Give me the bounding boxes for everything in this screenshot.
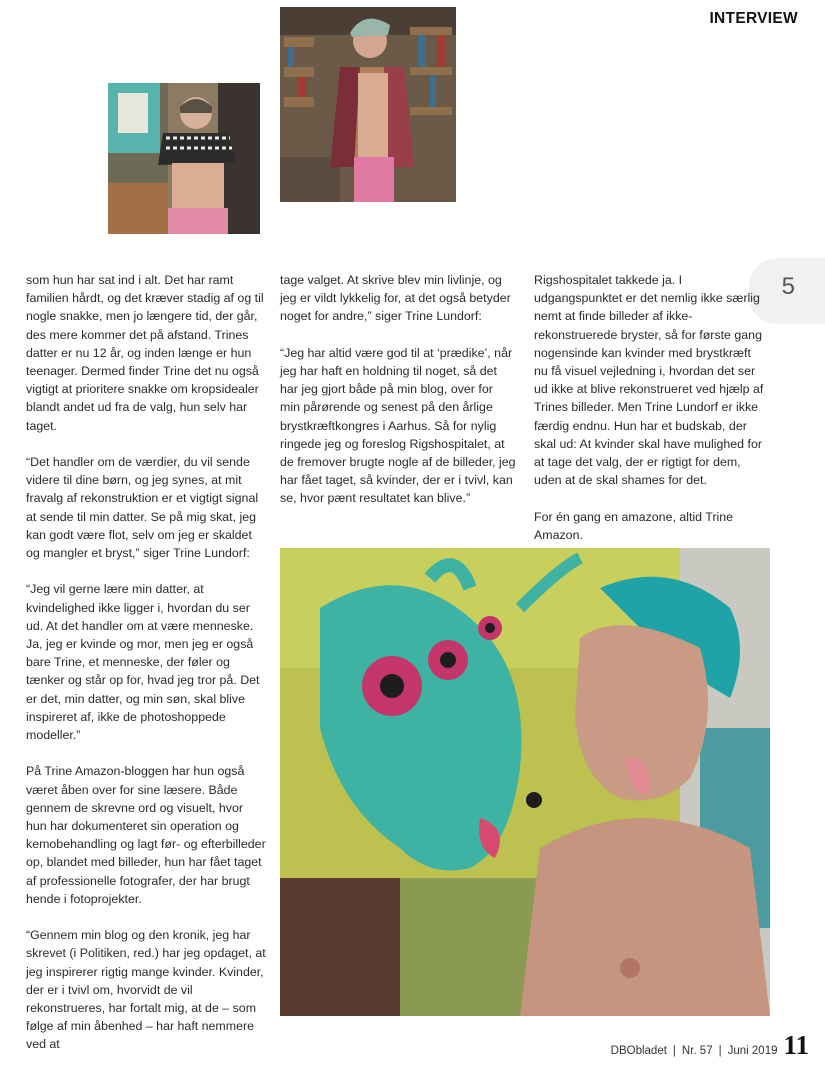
paragraph: “Gennem min blog og den kronik, jeg har skrevet (i Politiken, red.) har jeg opdaget, at jeg inspirerer rigtig mange kvinder. Kvinder, der er i tvivl om, hvorvidt de vil rekonstrueres, har fortalt mig, at de – som følge af min åbenhed – har haft nemmere ved at [26, 928, 266, 1052]
section-label: INTERVIEW [709, 10, 798, 27]
photo-woman-with-painting [280, 548, 770, 1016]
paragraph: som hun har sat ind i alt. Det har ramt familien hårdt, og det kræver stadig af og til nogle snakke, men jo længere tid, der går, des mere kommer det på afstand. Trines datter er nu 12 år, og inden længe er hun teenager. Dermed finder Trine det nu også vigtigt at prioritere snakke om kropsidealer blandt andet ud fra de valg, hun selv har taget. [26, 273, 264, 433]
page-footer [611, 1032, 809, 1059]
footer-date: Juni 2019 [727, 1045, 778, 1057]
footer-publication: DBObladet [610, 1045, 667, 1057]
text-column-2 [280, 271, 516, 526]
footer-separator: | [718, 1045, 722, 1057]
text-column-3 [534, 271, 764, 562]
footer-separator: | [672, 1045, 676, 1057]
paragraph: På Trine Amazon-bloggen har hun også været åben over for sine læsere. Både gennem de skrevne ord og visuelt, hvor hun har dokumenteret sin operation og kemobehandling og lagt før- og efterbilleder op, blandet med billeder, hun har fået taget af professionelle fotografer, der har brugt hende i fotoprojekter. [26, 764, 266, 906]
footer-issue: Nr. 57 [681, 1045, 713, 1057]
section-tab-number: 5 [781, 273, 795, 300]
paragraph: For én gang en amazone, altid Trine Amazon. [534, 509, 734, 542]
paragraph: tage valget. At skrive blev min livlinje, og jeg er vildt lykkelig for, at det også betyder noget for andre,” siger Trine Lundorf: [280, 273, 511, 324]
photo-woman-open-jacket [280, 7, 456, 202]
paragraph: Rigshospitalet takkede ja. I udgangspunktet er det nemlig ikke særlig nemt at finde billeder af ikke-rekonstruerede bryster, så for første gang nogensinde kan kvinder med brystkræft nu få visuel vejledning i, hvordan det ser ud ikke at blive rekonstrueret ved hjælp af Trines billeder. Men Trine Lundorf er ikke færdig endnu. Hun har et budskab, der skal ud: At kvinder skal have mulighed for at tage det valg, der er rigtigt for dem, uden at de skal shames for det. [534, 273, 764, 488]
text-column-1 [26, 271, 266, 1072]
paragraph: “Jeg vil gerne lære min datter, at kvindelighed ikke ligger i, hvordan du ser ud. At det handler om at være menneske. Ja, jeg er kvinde og mor, men jeg er også bare Trine, et menneske, der føler og tænker og står op for, hvad jeg tror på. Det er det, min datter, og min søn, skal blive inspireret af, ikke de photoshoppede modeller.” [26, 582, 260, 743]
paragraph: “Det handler om de værdier, du vil sende videre til dine børn, og jeg synes, at mit fravalg af rekonstruktion er et vigtigt signal at sende til min datter. Se på mig skat, jeg kan godt være flot, selv om jeg er skaldet og mangler et bryst,” siger Trine Lundorf: [26, 455, 259, 561]
paragraph: “Jeg har altid være god til at ‘prædike’, når jeg har haft en holdning til noget, så det har jeg gjort både på min blog, over for min pårørende og senest på den årlige brystkræftkongres i Aarhus. Så for nylig ringede jeg og foreslog Rigshospitalet, at de fremover brugte nogle af de billeder, jeg har fået taget, så kvinder, der er i tvivl, kan se, hvor pænt resultatet kan blive.” [280, 345, 516, 506]
page-number: 11 [783, 1030, 809, 1060]
photo-woman-lifting-shirt [108, 83, 260, 234]
